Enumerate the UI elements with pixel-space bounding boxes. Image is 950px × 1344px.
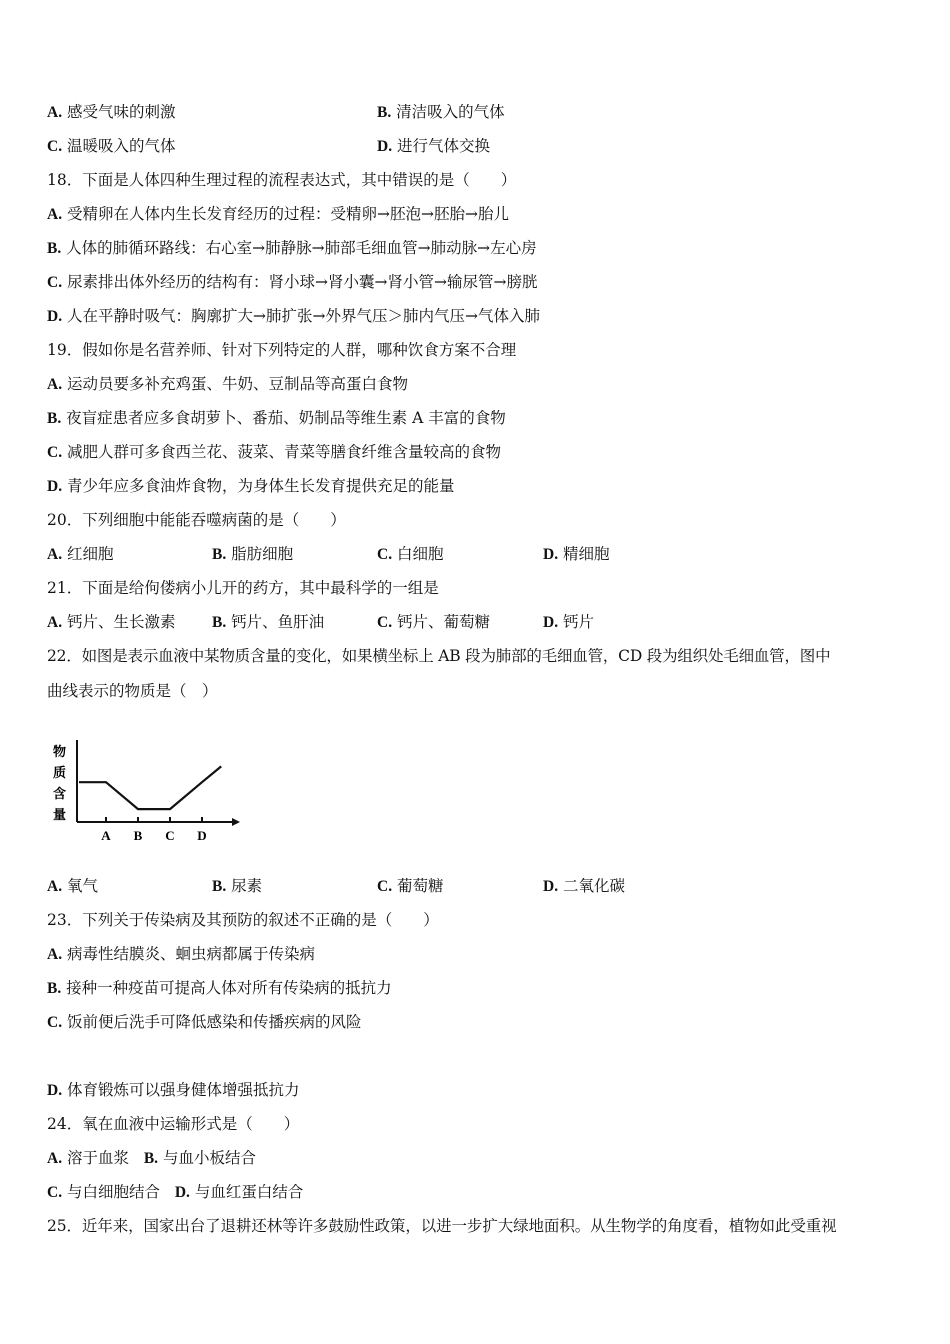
option-text: 感受气味的刺激 — [67, 103, 176, 121]
x-tick-label: D — [197, 828, 207, 843]
option-text: 葡萄糖 — [397, 877, 444, 895]
y-axis-label-char: 质 — [53, 766, 67, 781]
option-text: 尿素 — [231, 877, 263, 895]
x-tick-label: C — [165, 828, 175, 843]
q22-stem-line2: 曲线表示的物质是（ ） — [47, 682, 218, 700]
option-letter: A. — [47, 206, 63, 223]
option-text: 人体的肺循环路线：右心室→肺静脉→肺部毛细血管→肺动脉→左心房 — [66, 239, 537, 257]
option-letter: D. — [47, 478, 63, 495]
option-letter: A. — [47, 614, 63, 631]
option-letter: C. — [377, 546, 393, 563]
option-letter: C. — [47, 274, 63, 291]
option-text: 红细胞 — [67, 545, 114, 563]
option-letter: A. — [47, 878, 63, 895]
q17-option-a — [47, 102, 176, 123]
option-letter: C. — [47, 1184, 63, 1201]
q20-stem: 20．下列细胞中能能吞噬病菌的是（ ） — [47, 511, 346, 529]
option-text: 钙片、鱼肝油 — [231, 613, 325, 631]
q24-stem: 24．氧在血液中运输形式是（ ） — [47, 1115, 300, 1133]
option-text: 与白细胞结合 — [67, 1183, 161, 1201]
q21-option-b — [212, 612, 324, 633]
option-text: 二氧化碳 — [563, 877, 626, 895]
q18-option-c — [47, 272, 537, 293]
option-letter: C. — [377, 878, 393, 895]
option-text: 钙片 — [563, 613, 595, 631]
option-text: 温暖吸入的气体 — [67, 137, 176, 155]
option-letter: C. — [47, 444, 63, 461]
option-text: 与血红蛋白结合 — [194, 1183, 304, 1201]
q20-option-c — [377, 544, 444, 565]
option-letter: D. — [47, 1082, 63, 1099]
option-letter: B. — [377, 104, 392, 121]
option-text: 清洁吸入的气体 — [396, 103, 505, 121]
series-line — [79, 766, 221, 809]
option-letter: D. — [543, 546, 559, 563]
option-text: 人在平静时吸气：胸廓扩大→肺扩张→外界气压＞肺内气压→气体入肺 — [67, 307, 540, 325]
option-letter: B. — [47, 980, 62, 997]
q19-option-d — [47, 476, 455, 497]
q21-option-d — [543, 612, 594, 633]
option-text: 溶于血浆 — [67, 1149, 130, 1167]
q19-option-b — [47, 408, 506, 429]
q22-option-d — [543, 876, 625, 897]
q19-stem: 19．假如你是名营养师、针对下列特定的人群，哪种饮食方案不合理 — [47, 341, 517, 359]
option-text: 与血小板结合 — [162, 1149, 256, 1167]
x-ticks — [101, 817, 206, 843]
option-text: 受精卵在人体内生长发育经历的过程：受精卵→胚泡→胚胎→胎儿 — [67, 205, 509, 223]
q18-option-d — [47, 306, 540, 327]
q20-option-d — [543, 544, 610, 565]
q21-stem: 21．下面是给佝偻病小儿开的药方，其中最科学的一组是 — [47, 579, 439, 597]
option-text: 接种一种疫苗可提高人体对所有传染病的抵抗力 — [66, 979, 392, 997]
option-letter: B. — [47, 240, 62, 257]
option-letter: B. — [212, 614, 227, 631]
option-text: 体育锻炼可以强身健体增强抵抗力 — [67, 1081, 300, 1099]
q18-option-a — [47, 204, 509, 225]
q20-option-b — [212, 544, 293, 565]
option-text: 钙片、葡萄糖 — [397, 613, 491, 631]
y-axis-label-char: 含 — [53, 787, 67, 802]
q24-options-row2 — [47, 1182, 303, 1203]
q18-option-b — [47, 238, 537, 259]
blood-substance-chart — [44, 734, 244, 849]
q17-option-c — [47, 136, 176, 157]
q19-option-c — [47, 442, 501, 463]
option-letter: D. — [543, 614, 559, 631]
option-text: 运动员要多补充鸡蛋、牛奶、豆制品等高蛋白食物 — [67, 375, 409, 393]
option-letter: A. — [47, 104, 63, 121]
option-letter: D. — [377, 138, 393, 155]
option-letter: B. — [212, 546, 227, 563]
option-text: 夜盲症患者应多食胡萝卜、番茄、奶制品等维生素 A 丰富的食物 — [66, 409, 506, 427]
q17-option-d — [377, 136, 490, 157]
x-axis-arrow — [232, 818, 240, 826]
option-letter: B. — [47, 410, 62, 427]
q19-option-a — [47, 374, 408, 395]
option-text: 白细胞 — [397, 545, 444, 563]
q20-option-a — [47, 544, 114, 565]
option-letter: A. — [47, 1150, 63, 1167]
q23-option-b — [47, 978, 392, 999]
option-text: 青少年应多食油炸食物，为身体生长发育提供充足的能量 — [67, 477, 455, 495]
q23-option-d — [47, 1080, 300, 1101]
option-text: 脂肪细胞 — [231, 545, 294, 563]
q23-option-a — [47, 944, 315, 965]
y-axis-label-char: 物 — [53, 745, 67, 760]
q22-option-a — [47, 876, 98, 897]
option-letter: D. — [543, 878, 559, 895]
option-text: 进行气体交换 — [397, 137, 491, 155]
q22-option-c — [377, 876, 444, 897]
option-text: 减肥人群可多食西兰花、菠菜、青菜等膳食纤维含量较高的食物 — [67, 443, 502, 461]
q18-stem: 18．下面是人体四种生理过程的流程表达式，其中错误的是（ ） — [47, 171, 517, 189]
q24-options-row1 — [47, 1148, 256, 1169]
x-tick-label: B — [133, 828, 143, 843]
option-text: 精细胞 — [563, 545, 610, 563]
option-letter: B. — [143, 1150, 159, 1167]
q21-option-c — [377, 612, 490, 633]
option-letter: A. — [47, 376, 63, 393]
option-text: 钙片、生长激素 — [67, 613, 176, 631]
q21-option-a — [47, 612, 176, 633]
option-text: 尿素排出体外经历的结构有：肾小球→肾小囊→肾小管→输尿管→膀胱 — [67, 273, 538, 291]
option-text: 饭前便后洗手可降低感染和传播疾病的风险 — [67, 1013, 362, 1031]
q23-option-c — [47, 1012, 362, 1033]
option-letter: D. — [174, 1184, 190, 1201]
option-letter: C. — [47, 138, 63, 155]
option-letter: C. — [47, 1014, 63, 1031]
q23-stem: 23．下列关于传染病及其预防的叙述不正确的是（ ） — [47, 911, 439, 929]
option-text: 病毒性结膜炎、蛔虫病都属于传染病 — [67, 945, 316, 963]
option-letter: C. — [377, 614, 393, 631]
option-letter: A. — [47, 546, 63, 563]
q22-stem-line1: 22．如图是表示血液中某物质含量的变化，如果横坐标上 AB 段为肺部的毛细血管，CD 段为组织处毛细血管，图中 — [47, 647, 831, 665]
q22-option-b — [212, 876, 262, 897]
y-axis-label-char: 量 — [53, 808, 67, 823]
q25-stem: 25．近年来，国家出台了退耕还林等许多鼓励性政策，以进一步扩大绿地面积。从生物学的角度看，植物如此受重视 — [47, 1217, 837, 1235]
y-axis-label — [53, 744, 66, 823]
option-letter: B. — [212, 878, 227, 895]
option-letter: A. — [47, 946, 63, 963]
q17-option-b — [377, 102, 505, 123]
option-text: 氧气 — [67, 877, 99, 895]
option-letter: D. — [47, 308, 63, 325]
x-tick-label: A — [101, 828, 111, 843]
